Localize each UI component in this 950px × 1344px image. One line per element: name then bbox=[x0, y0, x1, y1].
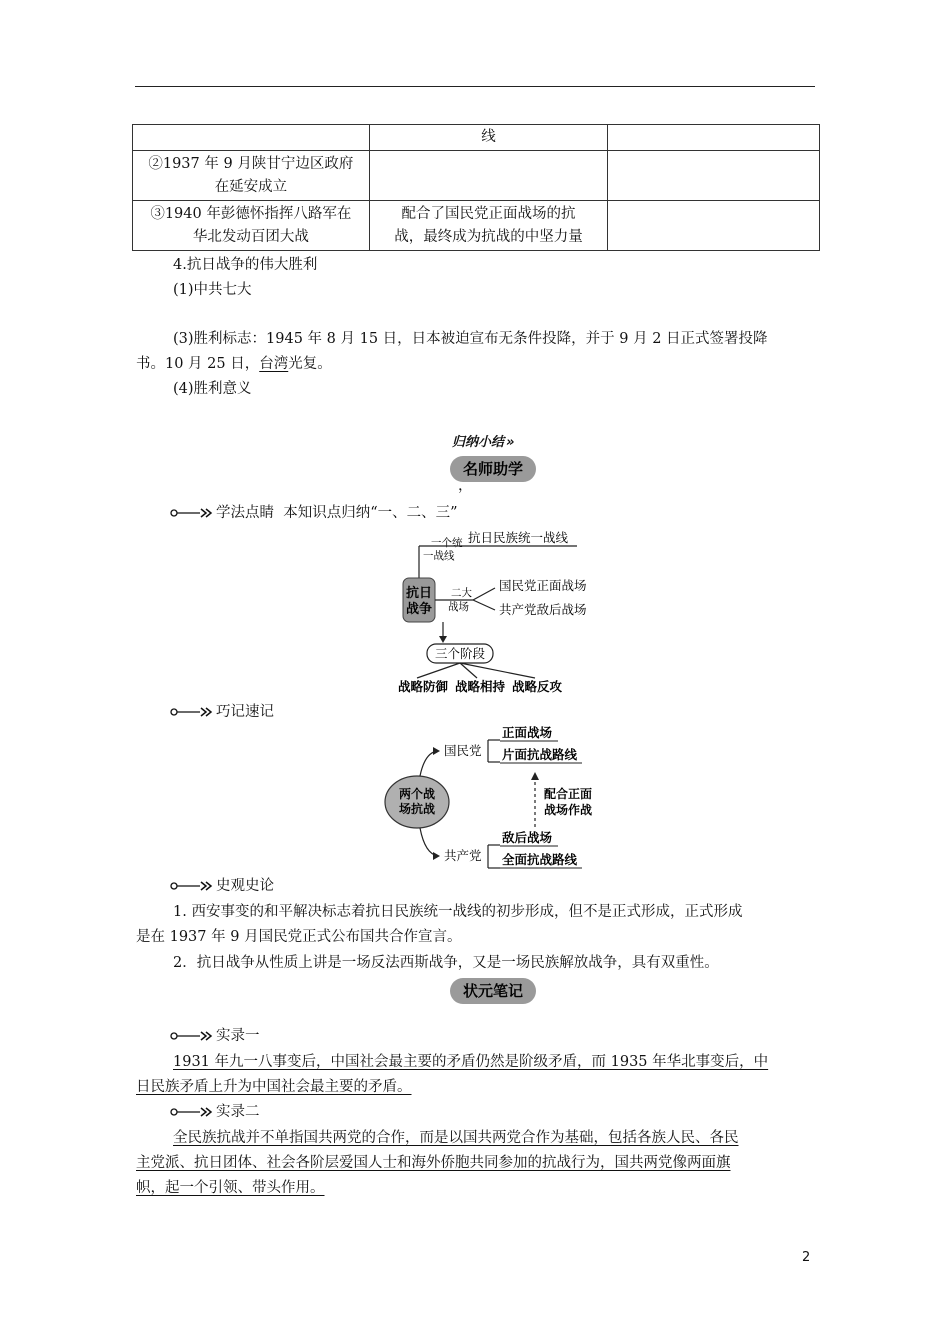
page-number: 2 bbox=[802, 1250, 811, 1265]
arrow-right-icon bbox=[433, 747, 440, 755]
cell-line: 配合了国民党正面战场的抗 bbox=[401, 205, 576, 222]
ccp-label: 共产党 bbox=[444, 848, 482, 863]
stage-label: 战略反攻 bbox=[511, 679, 563, 694]
center-label: 抗日战争 bbox=[405, 586, 433, 617]
item-4: (4)胜利意义 bbox=[173, 381, 252, 397]
table-cell bbox=[133, 201, 370, 251]
cell-line: ③1940 年彭德怀指挥八路军在 bbox=[150, 205, 352, 222]
branch-line bbox=[473, 600, 495, 610]
bullet-label: 实录二 bbox=[216, 1104, 260, 1120]
war-overview-diagram bbox=[395, 522, 605, 700]
bullet-arrow-icon bbox=[170, 1107, 214, 1117]
method-bullet bbox=[170, 502, 458, 524]
item-1: (1)中共七大 bbox=[173, 282, 252, 298]
events-table bbox=[132, 124, 820, 251]
bullet-label: 实录一 bbox=[216, 1028, 260, 1044]
center-label: 两个战场抗战 bbox=[398, 787, 436, 816]
bullet-label: 学法点睛 bbox=[216, 505, 274, 521]
cell-line: 在延安成立 bbox=[214, 178, 288, 195]
record1-bullet bbox=[170, 1025, 260, 1047]
branch-line bbox=[473, 588, 495, 600]
label-two: 二大战场 bbox=[448, 587, 472, 613]
text-span: 光复。 bbox=[288, 356, 332, 372]
memory-bullet bbox=[170, 701, 274, 723]
section-badge: 名师助学 bbox=[450, 456, 536, 482]
bullet-arrow-icon bbox=[170, 508, 214, 518]
table-row bbox=[133, 151, 820, 201]
history-p1-line1: 1. 西安事变的和平解决标志着抗日民族统一战线的初步形成，但不是正式形成，正式形成 bbox=[173, 904, 743, 920]
history-bullet bbox=[170, 875, 274, 897]
stages-label: 三个阶段 bbox=[434, 646, 486, 661]
history-p2: 2．抗日战争从性质上讲是一场反法西斯战争，又是一场民族解放战争，具有双重性。 bbox=[173, 955, 719, 971]
cell-line: 战，最终成为抗战的中坚力量 bbox=[394, 228, 583, 245]
table-cell: 线 bbox=[369, 125, 608, 151]
table-cell bbox=[608, 201, 820, 251]
kmt-label: 国民党 bbox=[444, 743, 482, 758]
record1-line2: 日民族矛盾上升为中国社会最主要的矛盾。 bbox=[136, 1079, 412, 1095]
cell-line: 华北发动百团大战 bbox=[192, 228, 309, 245]
table-cell bbox=[133, 125, 370, 151]
table-cell bbox=[608, 125, 820, 151]
item-3-line2 bbox=[136, 352, 332, 377]
item-3-line1: (3)胜利标志：1945 年 8 月 15 日，日本被迫宣布无条件投降，并于 9 月 2 日正式签署投降 bbox=[173, 331, 768, 347]
table-cell bbox=[133, 151, 370, 201]
branch-line bbox=[417, 663, 460, 678]
kmt-item: 正面战场 bbox=[502, 725, 553, 740]
cell-line: ②1937 年 9 月陕甘宁边区政府 bbox=[148, 155, 354, 172]
table-cell bbox=[369, 151, 608, 201]
ccp-item: 敌后战场 bbox=[502, 830, 553, 845]
stage-label: 战略防御 bbox=[397, 679, 449, 694]
text-span: 书。10 月 25 日， bbox=[136, 356, 260, 372]
double-arrow-icon: » bbox=[506, 435, 515, 450]
record2-bullet bbox=[170, 1101, 260, 1123]
record2-line2: 主党派、抗日团体、社会各阶层爱国人士和海外侨胞共同参加的抗战行为，国共两党像两面旗 bbox=[136, 1155, 731, 1171]
bullet-label: 巧记速记 bbox=[216, 704, 274, 720]
summary-title-text: 归纳小结 bbox=[452, 435, 505, 450]
kmt-front-label: 国民党正面战场 bbox=[499, 578, 587, 593]
bullet-text: 本知识点归纳“一、二、三” bbox=[283, 505, 458, 521]
ccp-front-label: 共产党敌后战场 bbox=[499, 602, 587, 617]
table-cell bbox=[369, 201, 608, 251]
curve-line bbox=[420, 751, 438, 776]
section-heading: 4.抗日战争的伟大胜利 bbox=[173, 257, 318, 273]
table-row bbox=[133, 201, 820, 251]
bullet-arrow-icon bbox=[170, 707, 214, 717]
stray-mark: ， bbox=[458, 478, 473, 494]
branch-line bbox=[460, 663, 535, 678]
two-fronts-diagram bbox=[380, 722, 610, 872]
arrow-up-icon bbox=[531, 772, 539, 780]
record1-line1: 1931 年九一八事变后，中国社会最主要的矛盾仍然是阶级矛盾，而 1935 年华北事变后，中 bbox=[173, 1054, 769, 1070]
label-one: 一个统一战线 bbox=[423, 537, 463, 562]
record2-line3: 帜，起一个引领、带头作用。 bbox=[136, 1180, 325, 1196]
bullet-arrow-icon bbox=[170, 881, 214, 891]
bullet-label: 史观史论 bbox=[216, 878, 274, 894]
stage-label: 战略相持 bbox=[454, 679, 506, 694]
table-row bbox=[133, 125, 820, 151]
bullet-arrow-icon bbox=[170, 1031, 214, 1041]
arrow-down-icon bbox=[439, 636, 447, 643]
ccp-item: 全面抗战路线 bbox=[502, 852, 578, 867]
link-label: 配合正面战场作战 bbox=[544, 787, 593, 817]
underlined-term: 台湾 bbox=[259, 356, 289, 372]
header-rule bbox=[135, 86, 815, 87]
section-badge: 状元笔记 bbox=[450, 978, 536, 1004]
summary-title bbox=[452, 431, 514, 450]
history-p1-line2: 是在 1937 年 9 月国民党正式公布国共合作宣言。 bbox=[136, 929, 462, 945]
table-cell bbox=[608, 151, 820, 201]
united-front-label: 抗日民族统一战线 bbox=[468, 530, 569, 545]
record2-line1: 全民族抗战并不单指国共两党的合作，而是以国共两党合作为基础，包括各族人民、各民 bbox=[173, 1130, 739, 1146]
kmt-item: 片面抗战路线 bbox=[502, 747, 578, 762]
arrow-right-icon bbox=[433, 852, 440, 860]
curve-line bbox=[420, 828, 438, 856]
